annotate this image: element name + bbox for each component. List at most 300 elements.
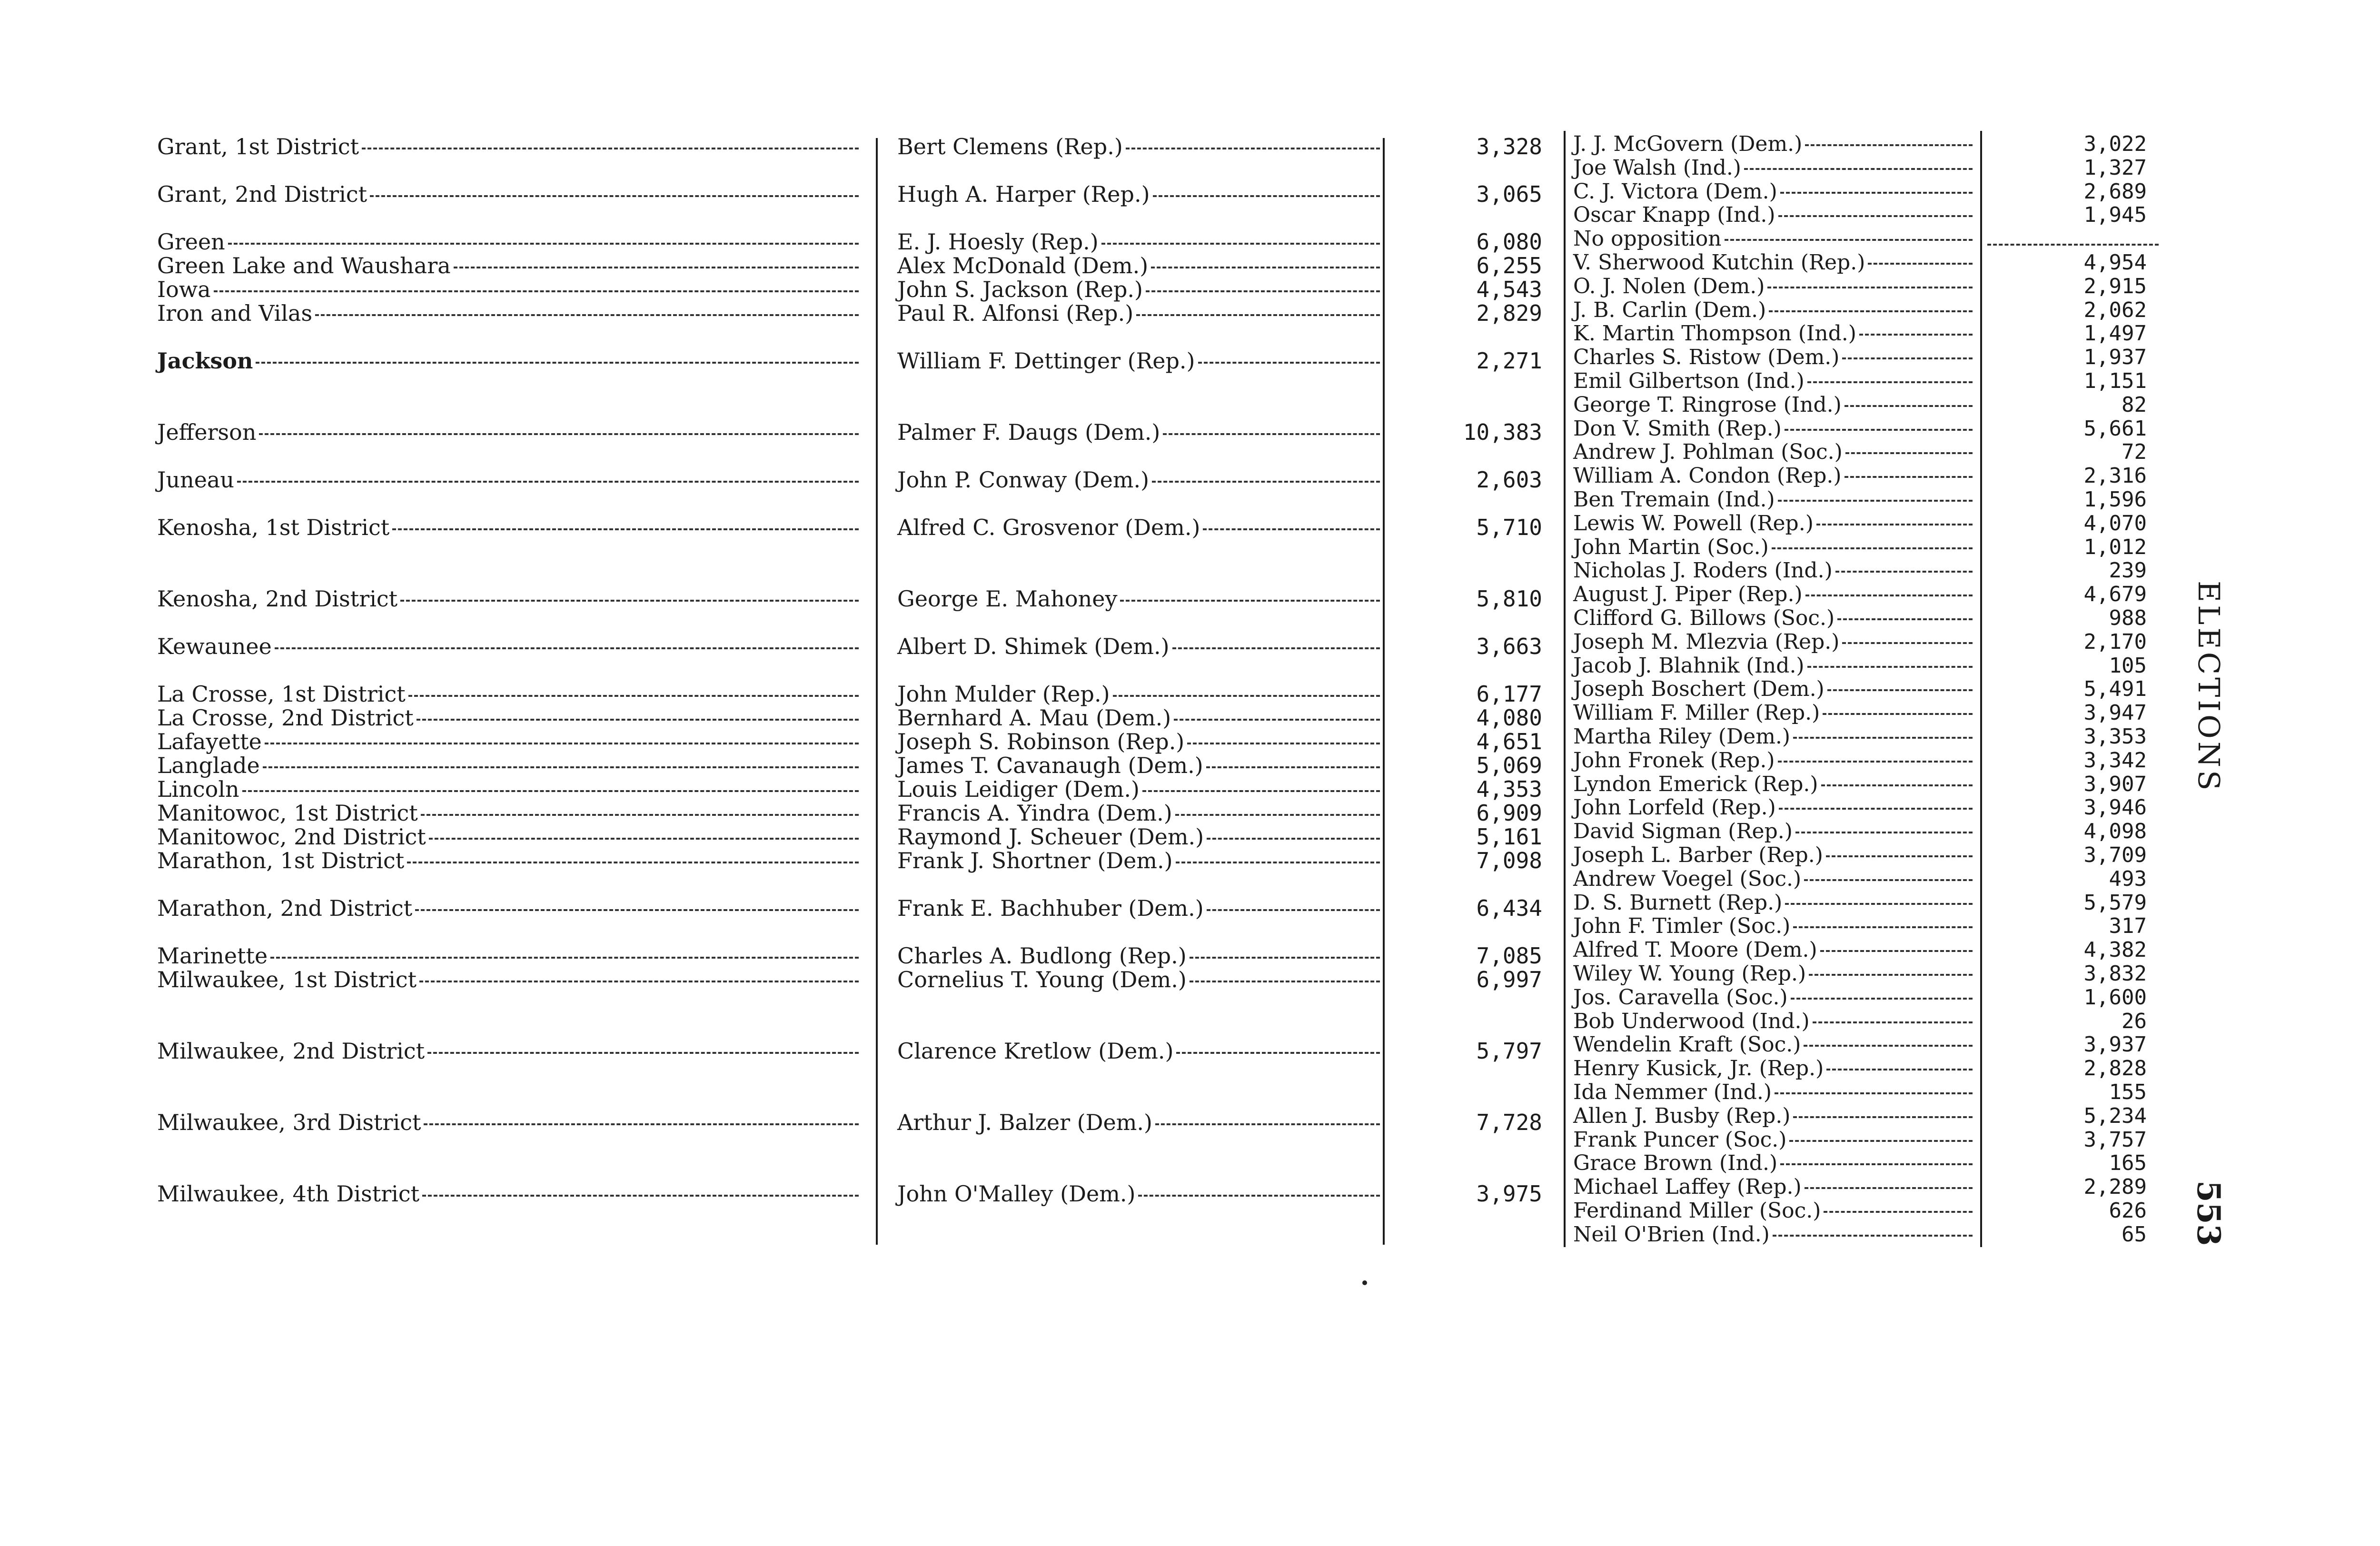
opponent-votes: 1,497 — [2083, 321, 2147, 346]
opponent-name: Henry Kusick, Jr. (Rep.) — [1573, 1056, 1824, 1080]
winner-row — [897, 276, 1383, 303]
winner-row — [897, 966, 1383, 993]
district-name: Kewaunee — [157, 634, 272, 659]
district-row — [157, 1038, 862, 1064]
leader-dots — [362, 148, 859, 149]
winner-row — [897, 752, 1383, 779]
winner-votes: 2,829 — [1476, 300, 1542, 326]
leader-dots — [1101, 243, 1380, 245]
winner-name: Frank E. Bachhuber (Dem.) — [897, 895, 1204, 921]
leader-dots — [408, 695, 859, 697]
winner-name: Francis A. Yindra (Dem.) — [897, 800, 1172, 826]
section-title: ELECTIONS — [2192, 581, 2226, 793]
winner-row — [897, 942, 1383, 969]
winner-votes: 4,651 — [1476, 729, 1542, 754]
opponent-name: John Fronek (Rep.) — [1573, 748, 1775, 773]
district-name: Kenosha, 2nd District — [157, 586, 398, 612]
district-name: Jefferson — [157, 419, 257, 445]
winner-name: Arthur J. Balzer (Dem.) — [897, 1110, 1152, 1135]
opponent-name: Jos. Caravella (Soc.) — [1573, 985, 1788, 1010]
leader-dots — [237, 481, 859, 483]
leader-dots — [1823, 713, 1973, 715]
opponent-row — [1573, 867, 1975, 891]
leader-dots — [1789, 1140, 1973, 1142]
opponent-row — [1573, 1199, 1975, 1223]
column-rule — [1980, 131, 1982, 1247]
winner-row — [897, 895, 1383, 922]
leader-dots — [1805, 595, 1973, 596]
leader-dots — [1807, 666, 1973, 668]
leader-dots — [1842, 357, 1973, 359]
leader-dots — [1126, 148, 1380, 149]
opponent-name: Ben Tremain (Ind.) — [1573, 487, 1775, 512]
district-name: Manitowoc, 2nd District — [157, 824, 426, 850]
opponent-votes: 3,947 — [2083, 701, 2147, 725]
opponent-row — [1573, 843, 1975, 867]
leader-dots — [1805, 1187, 1973, 1189]
leader-dots — [1826, 1069, 1973, 1070]
winner-name: John O'Malley (Dem.) — [897, 1181, 1136, 1207]
leader-dots — [1791, 998, 1973, 1000]
opponent-row — [1573, 227, 1975, 251]
winner-name: Albert D. Shimek (Dem.) — [897, 634, 1170, 659]
winner-votes: 5,710 — [1476, 515, 1542, 540]
district-name: Juneau — [157, 467, 234, 493]
district-name: Lafayette — [157, 729, 262, 754]
opponent-name: George T. Ringrose (Ind.) — [1573, 393, 1842, 417]
opponent-row — [1573, 630, 1975, 654]
district-row — [157, 133, 862, 160]
leader-dots — [1859, 334, 1973, 336]
winner-votes: 5,161 — [1476, 824, 1542, 850]
winner-row — [897, 466, 1383, 493]
leader-dots — [1775, 1092, 1973, 1094]
district-name: Milwaukee, 1st District — [157, 967, 417, 992]
opponent-name: J. B. Carlin (Dem.) — [1573, 298, 1766, 322]
opponent-name: John Lorfeld (Rep.) — [1573, 795, 1776, 820]
winner-votes: 2,271 — [1476, 348, 1542, 374]
leader-dots — [1826, 855, 1973, 857]
leader-dots — [1868, 263, 1973, 265]
leader-dots — [1120, 600, 1380, 602]
opponent-row — [1573, 440, 1975, 464]
district-name: La Crosse, 1st District — [157, 681, 406, 707]
opponent-row — [1573, 251, 1975, 275]
opponent-row — [1573, 559, 1975, 583]
opponent-name: C. J. Victora (Dem.) — [1573, 179, 1777, 204]
district-row — [157, 681, 862, 707]
opponent-name: David Sigman (Rep.) — [1573, 819, 1793, 843]
winner-row — [897, 847, 1383, 874]
opponent-row — [1573, 322, 1975, 346]
leader-dots — [1845, 452, 1973, 454]
district-name: Iron and Vilas — [157, 300, 313, 326]
leader-dots — [1780, 1163, 1973, 1165]
opponent-votes: 4,954 — [2083, 250, 2147, 275]
opponent-name: Nicholas J. Roders (Ind.) — [1573, 558, 1833, 583]
winner-votes: 10,383 — [1463, 419, 1542, 445]
opponent-name: William A. Condon (Rep.) — [1573, 464, 1842, 488]
opponent-row — [1573, 417, 1975, 441]
opponent-votes: 4,070 — [2083, 511, 2147, 535]
winner-name: Raymond J. Scheuer (Dem.) — [897, 824, 1204, 850]
district-name: Lincoln — [157, 776, 239, 802]
leader-dots — [1206, 766, 1380, 768]
leader-dots — [1837, 618, 1973, 620]
opponent-row — [1573, 1104, 1975, 1128]
winner-row — [897, 776, 1383, 803]
district-row — [157, 1180, 862, 1207]
leader-dots — [1785, 903, 1973, 905]
opponent-name: Alfred T. Moore (Dem.) — [1573, 938, 1817, 962]
leader-dots — [1138, 1195, 1380, 1197]
leader-dots — [1725, 239, 1973, 241]
leader-dots — [415, 909, 859, 911]
winner-votes: 6,909 — [1476, 800, 1542, 826]
leader-dots — [1821, 784, 1973, 786]
leader-dots — [407, 862, 859, 863]
opponent-votes: 1,012 — [2083, 535, 2147, 559]
opponent-row — [1573, 701, 1975, 725]
winner-row — [897, 300, 1383, 327]
opponent-name: Lewis W. Powell (Rep.) — [1573, 511, 1814, 535]
opponent-votes: 3,757 — [2083, 1128, 2147, 1152]
leader-dots — [1779, 808, 1973, 810]
opponent-name: William F. Miller (Rep.) — [1573, 701, 1820, 725]
opponent-row — [1573, 132, 1975, 156]
leader-dots — [315, 314, 859, 316]
leader-dots — [1207, 838, 1380, 840]
opponent-row — [1573, 986, 1975, 1010]
opponent-row — [1573, 606, 1975, 630]
winner-name: Hugh A. Harper (Rep.) — [897, 181, 1150, 207]
opponent-row — [1573, 1080, 1975, 1104]
opponent-votes: 317 — [2109, 914, 2147, 938]
opponent-row — [1573, 488, 1975, 512]
opponent-name: August J. Piper (Rep.) — [1573, 582, 1803, 606]
winner-row — [897, 728, 1383, 755]
leader-dots — [1824, 1211, 1973, 1213]
leader-dots — [1153, 195, 1380, 197]
winner-row — [897, 1038, 1383, 1064]
winner-row — [897, 181, 1383, 208]
leader-dots — [1804, 1045, 1973, 1047]
opponent-votes: 626 — [2109, 1199, 2147, 1223]
district-row — [157, 966, 862, 993]
opponent-votes: 3,022 — [2083, 132, 2147, 156]
winner-votes: 7,728 — [1476, 1110, 1542, 1135]
opponent-row — [1573, 1057, 1975, 1080]
winner-name: Palmer F. Daugs (Dem.) — [897, 419, 1160, 445]
district-row — [157, 823, 862, 850]
opponent-name: No opposition — [1573, 227, 1722, 251]
opponent-name: Allen J. Busby (Rep.) — [1573, 1104, 1791, 1128]
winner-row — [897, 800, 1383, 826]
opponent-name: Frank Puncer (Soc.) — [1573, 1128, 1787, 1152]
leader-dots — [1780, 192, 1973, 194]
winner-name: Alex McDonald (Dem.) — [897, 253, 1149, 278]
leader-dots — [1203, 528, 1380, 530]
district-row — [157, 1109, 862, 1136]
column-rule — [1383, 138, 1385, 1245]
opponent-row — [1573, 962, 1975, 986]
winner-name: John Mulder (Rep.) — [897, 681, 1110, 707]
opponent-votes: 4,382 — [2083, 938, 2147, 962]
leader-dots — [1198, 362, 1380, 364]
opponent-votes: 1,600 — [2083, 985, 2147, 1010]
district-row — [157, 276, 862, 303]
leader-dots — [1151, 267, 1380, 268]
opponent-votes: 3,342 — [2083, 748, 2147, 773]
opponent-name: V. Sherwood Kutchin (Rep.) — [1573, 250, 1865, 275]
opponent-name: Michael Laffey (Rep.) — [1573, 1175, 1802, 1199]
opponent-votes: 3,353 — [2083, 724, 2147, 749]
leader-dots — [1155, 1123, 1380, 1125]
district-name: Marathon, 1st District — [157, 848, 405, 873]
leader-dots — [1769, 310, 1973, 312]
opponent-votes: 4,679 — [2083, 582, 2147, 606]
leader-dots — [1176, 1052, 1380, 1054]
leader-dots — [1767, 287, 1973, 288]
leader-dots — [1827, 689, 1973, 691]
winner-votes: 6,080 — [1476, 229, 1542, 255]
leader-dots — [1190, 957, 1380, 959]
leader-dots — [1744, 168, 1973, 170]
leader-dots — [1174, 719, 1380, 721]
opponent-name: J. J. McGovern (Dem.) — [1573, 132, 1803, 156]
opponent-row — [1573, 180, 1975, 204]
leader-dots — [270, 957, 859, 959]
district-row — [157, 228, 862, 255]
winner-name: Alfred C. Grosvenor (Dem.) — [897, 515, 1200, 540]
opponent-row — [1573, 938, 1975, 962]
leader-dots — [429, 838, 859, 840]
winner-votes: 3,328 — [1476, 134, 1542, 159]
winner-name: Bernhard A. Mau (Dem.) — [897, 705, 1171, 731]
district-name: Milwaukee, 2nd District — [157, 1038, 425, 1064]
leader-dots — [1190, 981, 1380, 982]
district-name: Marinette — [157, 943, 268, 969]
opponent-votes: 105 — [2109, 654, 2147, 678]
opponent-row — [1573, 820, 1975, 843]
opponent-row — [1573, 275, 1975, 298]
winner-name: William F. Dettinger (Rep.) — [897, 348, 1195, 374]
opponent-votes: 2,316 — [2083, 464, 2147, 488]
opponent-name: Jacob J. Blahnik (Ind.) — [1573, 654, 1805, 678]
leader-dots — [392, 528, 859, 530]
winner-row — [897, 133, 1383, 160]
district-name: Milwaukee, 4th District — [157, 1181, 420, 1207]
district-name: Jackson — [157, 348, 253, 374]
district-name: Langlade — [157, 753, 260, 778]
leader-dots — [1844, 405, 1973, 407]
leader-dots — [419, 981, 859, 982]
opponent-name: Martha Riley (Dem.) — [1573, 724, 1791, 749]
leader-dots — [1175, 814, 1380, 816]
opponent-name: Ida Nemmer (Ind.) — [1573, 1080, 1772, 1104]
winner-row — [897, 347, 1383, 374]
district-row — [157, 252, 862, 279]
district-row — [157, 633, 862, 660]
leader-dots — [214, 290, 859, 292]
leader-dots — [265, 743, 859, 744]
leader-dots — [1793, 926, 1973, 928]
opponent-row — [1573, 914, 1975, 938]
winner-row — [897, 823, 1383, 850]
leader-dots — [1772, 547, 1973, 549]
winner-votes: 6,177 — [1476, 681, 1542, 707]
winner-name: George E. Mahoney — [897, 586, 1118, 612]
column-rule — [1564, 131, 1566, 1247]
leader-dots — [242, 790, 859, 792]
opponent-votes: 493 — [2109, 867, 2147, 891]
winner-votes: 3,065 — [1476, 181, 1542, 207]
opponent-votes: 4,098 — [2083, 819, 2147, 843]
page-number: 553 — [2190, 1180, 2227, 1246]
leader-dots — [1805, 144, 1973, 146]
leader-dots — [1136, 314, 1380, 316]
opponent-name: Don V. Smith (Rep.) — [1573, 416, 1782, 441]
leader-dots — [1113, 695, 1380, 697]
leader-dots — [1807, 381, 1973, 383]
opponent-row — [1573, 346, 1975, 369]
winner-name: John P. Conway (Dem.) — [897, 467, 1150, 493]
leader-dots — [1778, 215, 1973, 217]
opponent-name: Joseph M. Mlezvia (Rep.) — [1573, 630, 1840, 654]
opponent-name: Joseph L. Barber (Rep.) — [1573, 843, 1823, 867]
winner-name: Joseph S. Robinson (Rep.) — [897, 729, 1185, 754]
leader-dots — [259, 433, 859, 435]
leader-dots — [427, 1052, 859, 1054]
leader-dots — [1809, 974, 1973, 976]
winner-name: Bert Clemens (Rep.) — [897, 134, 1123, 159]
winner-row — [897, 514, 1383, 541]
opponent-votes: 5,234 — [2083, 1104, 2147, 1128]
winner-votes: 5,810 — [1476, 586, 1542, 612]
district-name: Marathon, 2nd District — [157, 895, 413, 921]
opponent-row — [1573, 1151, 1975, 1175]
leader-dots — [1793, 737, 1973, 739]
winner-votes: 7,098 — [1476, 848, 1542, 873]
winner-name: James T. Cavanaugh (Dem.) — [897, 753, 1203, 778]
opponent-name: Lyndon Emerick (Rep.) — [1573, 772, 1818, 796]
winner-row — [897, 681, 1383, 707]
opponent-name: Neil O'Brien (Ind.) — [1573, 1222, 1770, 1247]
opponent-votes: 3,907 — [2083, 772, 2147, 796]
opponent-votes: 239 — [2109, 558, 2147, 583]
leader-dots — [1773, 1235, 1973, 1237]
opponent-row — [1573, 298, 1975, 322]
leader-dots — [275, 647, 859, 649]
leader-dots — [1778, 500, 1973, 502]
opponent-name: Wendelin Kraft (Soc.) — [1573, 1032, 1801, 1057]
print-speck — [1362, 1280, 1367, 1285]
leader-dots — [1152, 481, 1380, 483]
opponent-row — [1573, 1128, 1975, 1152]
opponent-name: Clifford G. Billows (Soc.) — [1573, 606, 1835, 630]
district-row — [157, 585, 862, 612]
district-row — [157, 752, 862, 779]
winner-name: Charles A. Budlong (Rep.) — [897, 943, 1187, 969]
opponent-votes: 2,170 — [2083, 630, 2147, 654]
leader-dots — [263, 766, 859, 768]
leader-dots — [1172, 647, 1380, 649]
winner-votes: 4,080 — [1476, 705, 1542, 731]
district-row — [157, 942, 862, 969]
district-row — [157, 347, 862, 374]
district-name: Kenosha, 1st District — [157, 515, 390, 540]
opponent-votes: 3,709 — [2083, 843, 2147, 867]
opponent-row — [1573, 654, 1975, 678]
leader-dots — [1142, 790, 1380, 792]
opponent-votes: 1,596 — [2083, 487, 2147, 512]
opponent-votes: 26 — [2122, 1009, 2147, 1033]
district-name: Grant, 2nd District — [157, 181, 367, 207]
leader-dots — [1835, 571, 1973, 573]
winner-votes: 4,543 — [1476, 277, 1542, 302]
opponent-votes: 165 — [2109, 1151, 2147, 1175]
opponent-votes: 2,915 — [2083, 274, 2147, 298]
winner-votes: 4,353 — [1476, 776, 1542, 802]
leader-dots — [1785, 429, 1973, 431]
opponent-row — [1573, 1175, 1975, 1199]
winner-votes: 5,069 — [1476, 753, 1542, 778]
district-name: Manitowoc, 1st District — [157, 800, 418, 826]
no-opposition-dashes — [1987, 244, 2159, 246]
district-row — [157, 776, 862, 803]
leader-dots — [421, 814, 859, 816]
winner-name: E. J. Hoesly (Rep.) — [897, 229, 1099, 255]
winner-row — [897, 252, 1383, 279]
winner-votes: 3,663 — [1476, 634, 1542, 659]
leader-dots — [370, 195, 859, 197]
leader-dots — [1842, 642, 1973, 644]
leader-dots — [422, 1195, 859, 1197]
opponent-name: Bob Underwood (Ind.) — [1573, 1009, 1810, 1033]
opponent-name: John F. Timler (Soc.) — [1573, 914, 1791, 938]
opponent-votes: 2,289 — [2083, 1175, 2147, 1199]
leader-dots — [1163, 433, 1380, 435]
leader-dots — [1816, 524, 1973, 525]
opponent-name: Ferdinand Miller (Soc.) — [1573, 1199, 1821, 1223]
opponent-row — [1573, 677, 1975, 701]
district-row — [157, 728, 862, 755]
opponent-name: Joseph Boschert (Dem.) — [1573, 677, 1825, 701]
opponent-votes: 1,327 — [2083, 156, 2147, 180]
opponent-row — [1573, 725, 1975, 749]
opponent-name: O. J. Nolen (Dem.) — [1573, 274, 1765, 298]
opponent-row — [1573, 535, 1975, 559]
leader-dots — [1793, 1116, 1973, 1118]
opponent-row — [1573, 891, 1975, 915]
opponent-votes: 1,937 — [2083, 345, 2147, 369]
leader-dots — [256, 362, 859, 364]
opponent-row — [1573, 1010, 1975, 1033]
winner-row — [897, 1109, 1383, 1136]
winner-votes: 7,085 — [1476, 943, 1542, 969]
winner-votes: 6,255 — [1476, 253, 1542, 278]
opponent-name: Andrew J. Pohlman (Soc.) — [1573, 440, 1843, 464]
winner-name: Cornelius T. Young (Dem.) — [897, 967, 1187, 992]
winner-name: Frank J. Shortner (Dem.) — [897, 848, 1173, 873]
leader-dots — [454, 267, 859, 268]
winner-name: Louis Leidiger (Dem.) — [897, 776, 1140, 802]
district-name: Milwaukee, 3rd District — [157, 1110, 421, 1135]
opponent-row — [1573, 1033, 1975, 1057]
district-row — [157, 847, 862, 874]
leader-dots — [424, 1123, 859, 1125]
winner-row — [897, 633, 1383, 660]
